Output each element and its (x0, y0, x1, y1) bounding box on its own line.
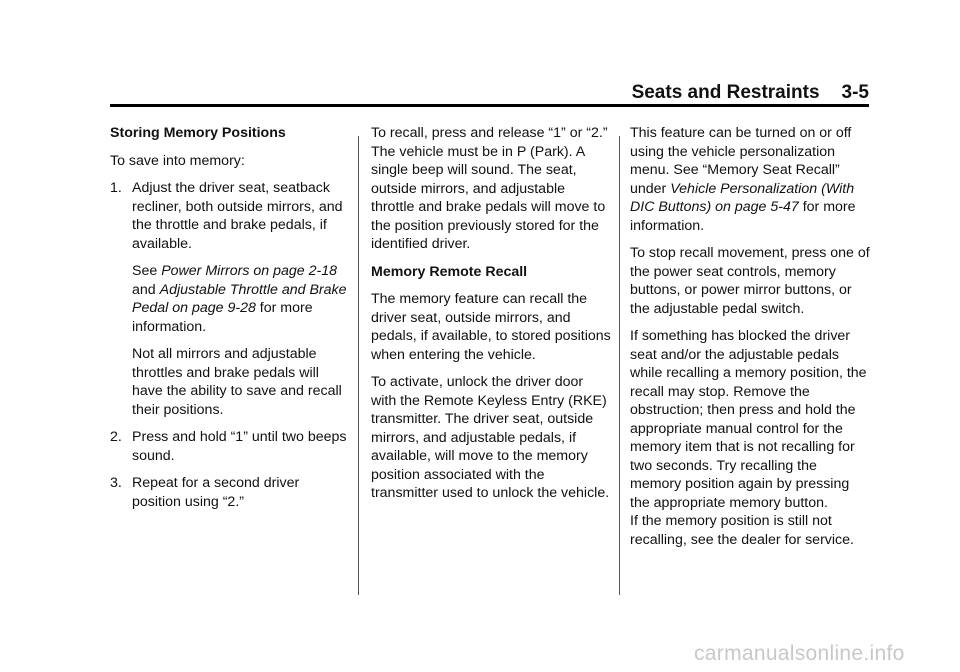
see-suffix: for more information. (132, 300, 313, 335)
step-2 (110, 428, 350, 465)
step-number: 2. (110, 429, 122, 445)
see-also-text (110, 262, 350, 336)
see-prefix: See (132, 263, 162, 279)
stop-recall-paragraph: To stop recall movement, press one of the power seat controls, memory buttons, or power mirror buttons, or the adjustable pedal switch. (630, 245, 870, 317)
section-title: Seats and Restraints (631, 82, 820, 103)
link-adjustable-pedals[interactable]: Adjustable Throttle and Brake Pedal on page 9-28 (132, 281, 347, 316)
column-1 (110, 124, 350, 520)
dealer-paragraph: If the memory position is still not recalling, see the dealer for service. (630, 513, 854, 548)
blocked-paragraph: If something has blocked the driver seat and/or the adjustable pedals while recalling a memory position, the recall may stop. Remove the obstruction; then press and hold the appropriate manual control for the memory item that is not recalling for two seconds. Try recalling the memory position again by pressing the appropriate memory button. (630, 328, 867, 511)
note-text: Not all mirrors and adjustable throttles and brake pedals will have the ability to save and recall their positions. (132, 346, 342, 418)
header-rule (110, 104, 869, 107)
intro-text: To save into memory: (110, 152, 245, 169)
site-watermark: carmanualsonline.info (694, 642, 905, 665)
link-power-mirrors[interactable]: Power Mirrors on page 2-18 (161, 263, 338, 279)
remote-recall-paragraph: The memory feature can recall the driver seat, outside mirrors, and pedals, if available, to stored positions when entering the vehicle. (371, 291, 611, 363)
step-text: Adjust the driver seat, seatback recliner, both outside mirrors, and the throttle and brake pedals, if available. (132, 180, 343, 252)
step-number: 1. (110, 180, 122, 196)
step-3 (110, 474, 350, 511)
recall-paragraph: To recall, press and release “1” or “2.” The vehicle must be in P (Park). A single beep will sound. The seat, outside mirrors, and adjustable throttle and brake pedals will move to the position previously stored for the identified driver. (371, 125, 608, 252)
page-number: 3-5 (841, 82, 869, 103)
column-2 (371, 124, 612, 512)
column-divider-2 (619, 136, 620, 595)
step-number: 3. (110, 475, 122, 491)
section-heading-storing: Storing Memory Positions (110, 125, 286, 141)
column-divider-1 (358, 136, 359, 595)
column-3 (630, 124, 870, 558)
link-vehicle-personalization[interactable]: Vehicle Personalization (With DIC Buttons) on page 5-47 (630, 180, 855, 215)
page-header (110, 82, 869, 104)
personalization-paragraph (630, 124, 870, 235)
step-text: Repeat for a second driver position using “2.” (132, 475, 300, 510)
step-1 (110, 179, 350, 253)
see-and: and (132, 281, 160, 298)
paragraph-prefix: This feature can be turned on or off using the vehicle personalization menu. See “Memory Seat Recall” under (630, 125, 852, 197)
activate-paragraph: To activate, unlock the driver door with the Remote Keyless Entry (RKE) transmitter. The driver seat, outside mirrors, and adjustable pedals, if available, will move to the memory position associated with the transmitter used to unlock the vehicle. (371, 374, 610, 501)
section-heading-remote-recall: Memory Remote Recall (371, 263, 528, 280)
paragraph-suffix: for more information. (630, 199, 856, 234)
step-text: Press and hold “1” until two beeps sound. (132, 429, 347, 464)
